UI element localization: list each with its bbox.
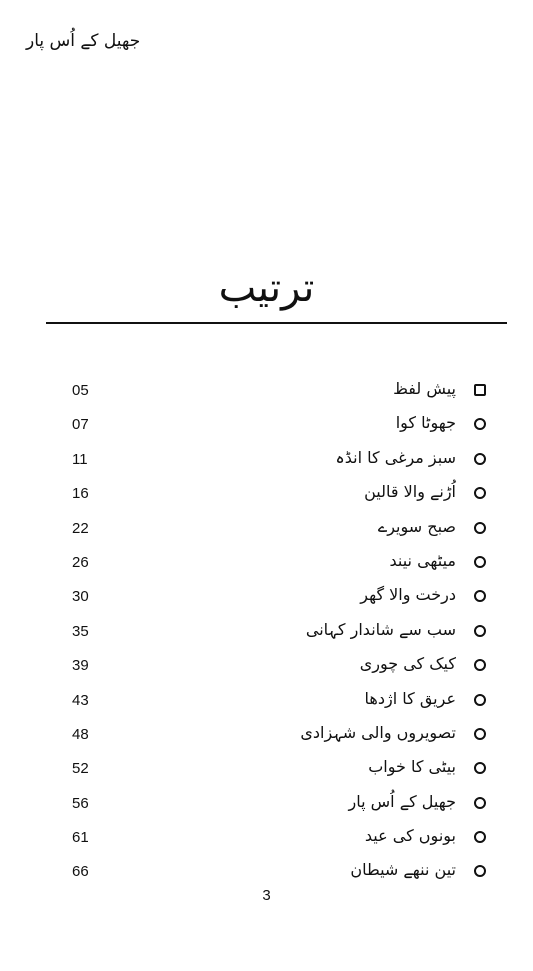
toc-entry-title: بیٹی کا خواب — [368, 757, 456, 777]
circle-bullet-icon — [474, 831, 486, 843]
toc-entry-title: جھیل کے اُس پار — [348, 791, 456, 811]
toc-entry-title: کیک کی چوری — [359, 654, 456, 674]
toc-entry-title: تین ننھے شیطان — [350, 860, 456, 880]
toc-entry-page: 05 — [72, 382, 89, 399]
toc-entry — [0, 753, 533, 787]
circle-bullet-icon — [474, 590, 486, 602]
toc-entry-page: 30 — [72, 588, 89, 606]
title-divider — [46, 322, 507, 324]
toc-entry — [0, 581, 533, 615]
toc-entry — [0, 375, 533, 409]
toc-list — [0, 375, 533, 891]
circle-bullet-icon — [474, 522, 486, 534]
toc-entry-title: سبز مرغی کا انڈہ — [335, 447, 456, 467]
circle-bullet-icon — [474, 487, 486, 499]
toc-entry — [0, 719, 533, 753]
toc-entry-title: اُڑنے والا قالین — [364, 482, 456, 502]
circle-bullet-icon — [474, 659, 486, 671]
toc-entry-title: درخت والا گھر — [360, 585, 456, 605]
toc-entry-title: سب سے شاندار کہانی — [305, 619, 456, 639]
circle-bullet-icon — [474, 453, 486, 465]
toc-entry-page: 66 — [72, 863, 89, 881]
circle-bullet-icon — [474, 418, 486, 430]
toc-entry — [0, 478, 533, 512]
toc-entry-page: 07 — [72, 416, 89, 434]
toc-entry — [0, 616, 533, 650]
toc-entry-title: پیش لفظ — [393, 379, 456, 398]
toc-title: ترتیب — [218, 265, 315, 311]
toc-entry-title: جھوٹا کوا — [395, 413, 456, 433]
circle-bullet-icon — [474, 556, 486, 568]
running-header: جھیل کے اُس پار — [26, 31, 141, 51]
circle-bullet-icon — [474, 728, 486, 740]
page-number: 3 — [262, 887, 271, 904]
toc-entry-page: 16 — [72, 485, 89, 503]
toc-entry — [0, 650, 533, 684]
toc-entry-page: 39 — [72, 657, 89, 675]
circle-bullet-icon — [474, 865, 486, 877]
toc-entry — [0, 409, 533, 443]
toc-entry — [0, 788, 533, 822]
toc-entry — [0, 856, 533, 890]
toc-entry-page: 26 — [72, 553, 89, 571]
toc-entry — [0, 685, 533, 719]
toc-entry-page: 48 — [72, 725, 89, 743]
toc-entry — [0, 547, 533, 581]
circle-bullet-icon — [474, 797, 486, 809]
toc-entry — [0, 513, 533, 547]
toc-entry-title: بونوں کی عید — [364, 826, 456, 846]
toc-entry — [0, 444, 533, 478]
toc-entry-page: 61 — [72, 829, 89, 847]
circle-bullet-icon — [474, 694, 486, 706]
toc-entry-page: 35 — [72, 622, 89, 640]
toc-entry-page: 52 — [72, 760, 89, 778]
toc-entry-page: 22 — [72, 519, 89, 537]
toc-entry — [0, 822, 533, 856]
toc-entry-page: 43 — [72, 691, 89, 709]
square-bullet-icon — [474, 384, 486, 396]
circle-bullet-icon — [474, 762, 486, 774]
toc-entry-title: صبح سویرے — [377, 516, 456, 536]
circle-bullet-icon — [474, 625, 486, 637]
toc-entry-title: تصویروں والی شہزادی — [300, 722, 456, 742]
toc-entry-page: 11 — [72, 450, 88, 468]
toc-entry-title: عریق کا اژدھا — [364, 688, 456, 708]
toc-entry-page: 56 — [72, 794, 89, 812]
toc-entry-title: میٹھی نیند — [389, 550, 456, 570]
